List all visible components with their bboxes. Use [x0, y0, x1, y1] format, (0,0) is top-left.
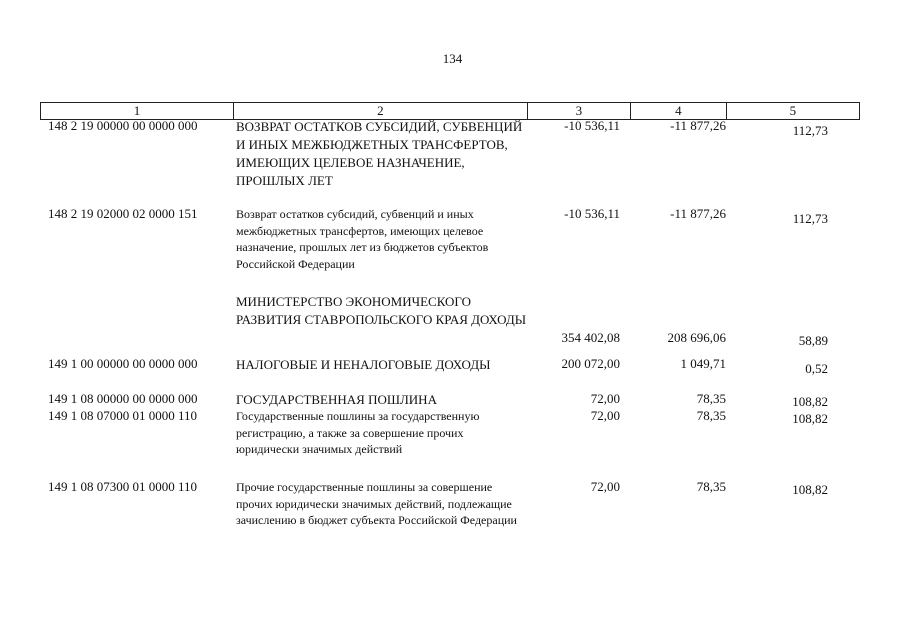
income-name: ВОЗВРАТ ОСТАТКОВ СУБСИДИЙ, СУБВЕНЦИЙ И ИНЫХ МЕЖБЮДЖЕТНЫХ ТРАНСФЕРТОВ, ИМЕЮЩИХ ЦЕЛЕВОЕ НАЗНАЧЕНИЕ, ПРОШЛЫХ ЛЕТ [236, 119, 523, 188]
budget-code: 149 1 08 00000 00 0000 000 [48, 391, 198, 406]
column-header-3: 3 [528, 103, 632, 119]
value-col4: 1 049,71 [680, 356, 726, 371]
value-col5: 58,89 [798, 333, 828, 348]
value-col5: 108,82 [792, 482, 828, 497]
value-col3: 200 072,00 [561, 356, 620, 371]
value-col5: 108,82 [792, 411, 828, 426]
value-col3: 354 402,08 [561, 330, 620, 345]
income-name: Возврат остатков субсидий, субвенций и иных межбюджетных трансфертов, имеющих целевое назначение, прошлых лет из бюджетов субъектов Российской Федерации [236, 207, 489, 271]
value-col3: 72,00 [590, 391, 620, 406]
value-col4: 78,35 [696, 408, 726, 423]
value-col5: 112,73 [792, 211, 828, 226]
income-name: НАЛОГОВЫЕ И НЕНАЛОГОВЫЕ ДОХОДЫ [236, 357, 491, 372]
value-col3: -10 536,11 [564, 206, 620, 221]
budget-code: 148 2 19 02000 02 0000 151 [48, 206, 198, 221]
value-col4: -11 877,26 [670, 206, 726, 221]
value-col4: 78,35 [696, 391, 726, 406]
value-col5: 108,82 [792, 394, 828, 409]
income-name: ГОСУДАРСТВЕННАЯ ПОШЛИНА [236, 392, 437, 407]
budget-code: 148 2 19 00000 00 0000 000 [48, 118, 198, 133]
column-header-1: 1 [41, 103, 234, 119]
ministry-title: МИНИСТЕРСТВО ЭКОНОМИЧЕСКОГО РАЗВИТИЯ СТАВРОПОЛЬСКОГО КРАЯ ДОХОДЫ [236, 294, 527, 327]
value-col4: -11 877,26 [670, 118, 726, 133]
column-header-5: 5 [789, 103, 797, 118]
column-header-2: 2 [234, 103, 528, 119]
budget-code: 149 1 08 07000 01 0000 110 [48, 408, 198, 423]
value-col3: -10 536,11 [564, 118, 620, 133]
column-header-4: 4 [631, 103, 727, 119]
page-number: 134 [442, 51, 463, 66]
value-col4: 208 696,06 [667, 330, 726, 345]
value-col3: 72,00 [590, 408, 620, 423]
value-col3: 72,00 [590, 479, 620, 494]
value-col4: 78,35 [696, 479, 726, 494]
value-col5: 0,52 [805, 361, 828, 376]
value-col5: 112,73 [792, 123, 828, 138]
budget-code: 149 1 00 00000 00 0000 000 [48, 356, 198, 371]
income-name: Прочие государственные пошлины за совершение прочих юридически значимых действий, подлежащие зачислению в бюджет субъекта Российской Федерации [236, 480, 517, 527]
budget-code: 149 1 08 07300 01 0000 110 [48, 479, 198, 494]
income-name: Государственные пошлины за государственную регистрацию, а также за совершение прочих юридически значимых действий [236, 409, 480, 456]
